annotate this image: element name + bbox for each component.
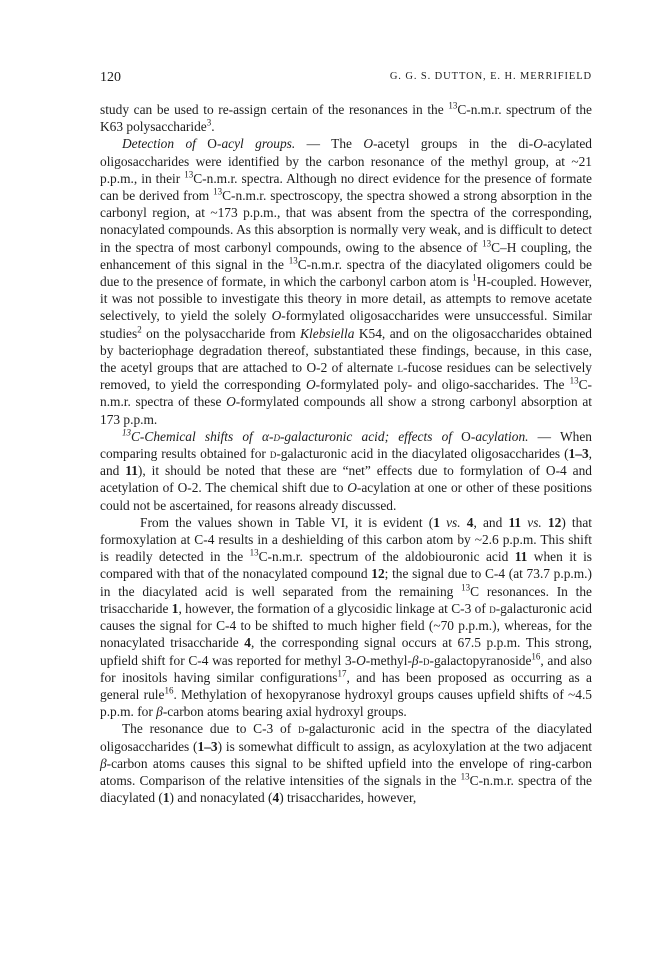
running-head-authors: G. G. S. DUTTON, E. H. MERRIFIELD <box>389 71 592 82</box>
body-text <box>100 101 592 806</box>
paragraph-table-vi: From the values shown in Table VI, it is evident (1 vs. 4, and 11 vs. 12) that formoxylation at C-4 results in a deshielding of this carbon atom by ~2.6 p.p.m. This shift is readily detected in the $^{13}$C-n.m.r. spectrum of the aldobiouronic acid 11 when it is compared with that of the nonacylated compound 12; the signal due to C-4 (at 73.7 p.p.m.) in the diacylated acid is well separated from the remaining $^{13}$C resonances. In the trisaccharide 1, however, the formation of a glycosidic linkage at C-3 of d-galacturonic acid causes the signal for C-4 to be shifted to much higher field (~70 p.p.m.), whereas, for the nonacylated trisaccharide 4, the corresponding signal occurs at 67.5 p.p.m. This strong, upfield shift for C-4 was reported for methyl 3-O-methyl-β-d-galactopyranoside$^{16}$, and also for inositols having similar configurations$^{17}$, and has been proposed as occurring as a general rule$^{16}$. Methylation of hexopyranose hydroxyl groups causes upfield shifts of ~4.5 p.p.m. for β-carbon atoms bearing axial hydroxyl groups. <box>100 514 593 720</box>
section-heading-chemical-shifts: $^{13}$C-Chemical shifts of α-d-galacturonic acid; effects of <box>122 427 452 444</box>
paragraph-detection-acyl: Detection of O-acyl groups. — The O-acetyl groups in the di-O-acylated oligosaccharides were identified by the carbon resonance of the methyl group, at ~21 p.p.m., in their $^{13}$C-n.m.r. spectra. Although no direct evidence for the presence of formate can be derived from $^{13}$C-n.m.r. spectroscopy, the spectra showed a strong absorption in the carbonyl region, at ~173 p.p.m., that was absent from the spectra of the corresponding, nonacylated compounds. As this absorption is normally very weak, and is difficult to detect in the spectra of most carbonyl compounds, owing to the absence of $^{13}$C–H coupling, the enhancement of this signal in the $^{13}$C-n.m.r. spectra of the diacylated oligomers could be due to the presence of formate, in which the carbonyl carbon atom is $^1$H-coupled. However, it was not possible to investigate this theory in more detail, as attempts to remove acetate selectively, to yield the solely O-formylated oligosaccharides were unsuccessful. Similar studies$^2$ on the polysaccharide from Klebsiella K54, and on the oligosaccharides obtained by bacteriophage degradation thereof, substantiated these findings, because, in this case, the acetyl groups that are attached to O-2 of alternate l-fucose residues can be selectively removed, to yield the corresponding O-formylated poly- and oligo-saccharides. The $^{13}$C-n.m.r. spectra of these O-formylated compounds all show a strong carbonyl absorption at 173 p.p.m. <box>100 136 593 427</box>
paragraph-c3-resonance: The resonance due to C-3 of d-galacturonic acid in the spectra of the diacylated oligosaccharides (1–3) is somewhat difficult to assign, as acyloxylation at the two adjacent β-carbon atoms causes this signal to be shifted upfield into the envelope of ring-carbon atoms. Comparison of the relative intensities of the signals in the $^{13}$C-n.m.r. spectra of the diacylated (1) and nonacylated (4) trisaccharides, however, <box>100 721 592 806</box>
running-header <box>100 70 592 86</box>
section-heading-detection: Detection of <box>122 136 196 152</box>
paragraph-chemical-shifts: $^{13}$C-Chemical shifts of α-d-galacturonic acid; effects of O-acylation. — When comparing results obtained for d-galacturonic acid in the diacylated oligosaccharides (1–3, and 11), it should be noted that these are “net” effects due to formylation of O-4 and acetylation of O-2. The chemical shift due to O-acylation at one or other of these positions could not be ascertained, for reasons already discussed. <box>100 427 593 513</box>
page-number: 120 <box>100 70 121 85</box>
paragraph-continuation: study can be used to re-assign certain of the resonances in the $^{13}$C-n.m.r. spectrum of the K63 polysaccharide$^3$. <box>100 100 593 135</box>
